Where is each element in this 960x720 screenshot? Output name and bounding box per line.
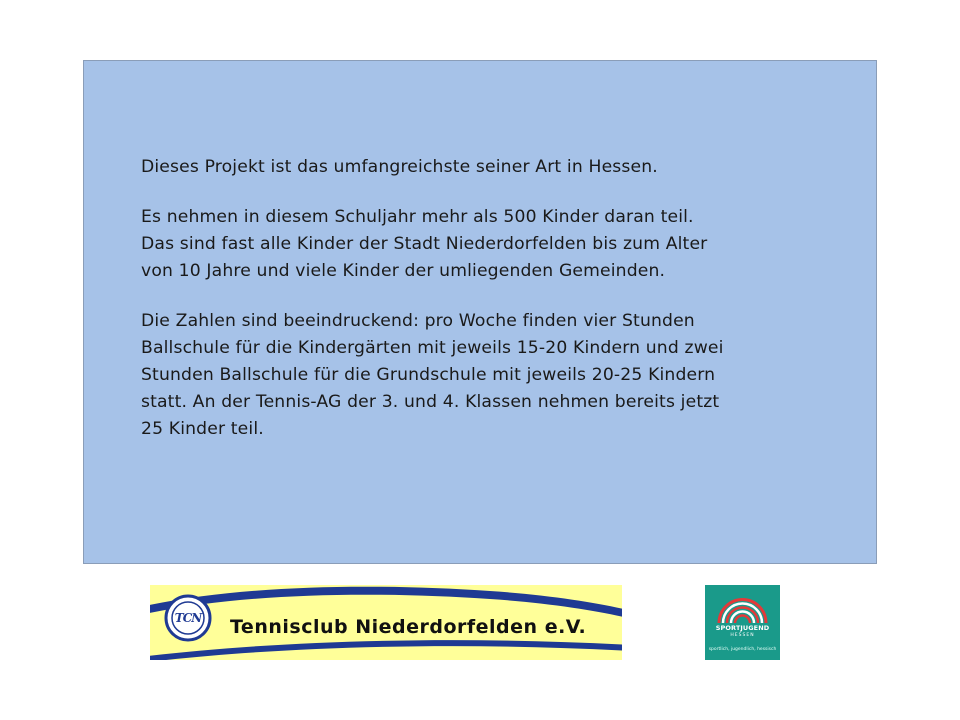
tennisclub-emblem-letters: TCN	[174, 611, 202, 625]
text-content	[141, 154, 841, 466]
text-box	[83, 60, 877, 564]
tennisclub-logo	[150, 585, 622, 660]
paragraph-participants: Es nehmen in diesem Schuljahr mehr als 500 Kinder daran teil. Das sind fast alle Kinder der Stadt Niederdorfelden bis zum Alter von 10 Jahre und viele Kinder der umliegenden Gemeinden.	[141, 207, 708, 281]
sportjugend-tagline: sportlich, jugendlich, hessisch	[708, 647, 777, 652]
tennisclub-name: Tennisclub Niederdorfelden e.V.	[230, 616, 587, 638]
paragraph-figures: Die Zahlen sind beeindruckend: pro Woche finden vier Stunden Ballschule für die Kindergärten mit jeweils 15-20 Kindern und zwei Stunden Ballschule für die Grundschule mit jeweils 20-25 Kindern statt. An der Tennis-AG der 3. und 4. Klassen nehmen bereits jetzt 25 Kinder teil.	[141, 311, 724, 439]
sportjugend-subtitle: HESSEN	[730, 633, 755, 638]
paragraph-intro: Dieses Projekt ist das umfangreichste seiner Art in Hessen.	[141, 157, 658, 177]
sportjugend-title: SPORTJUGEND	[715, 624, 770, 632]
sportjugend-logo	[705, 585, 780, 660]
